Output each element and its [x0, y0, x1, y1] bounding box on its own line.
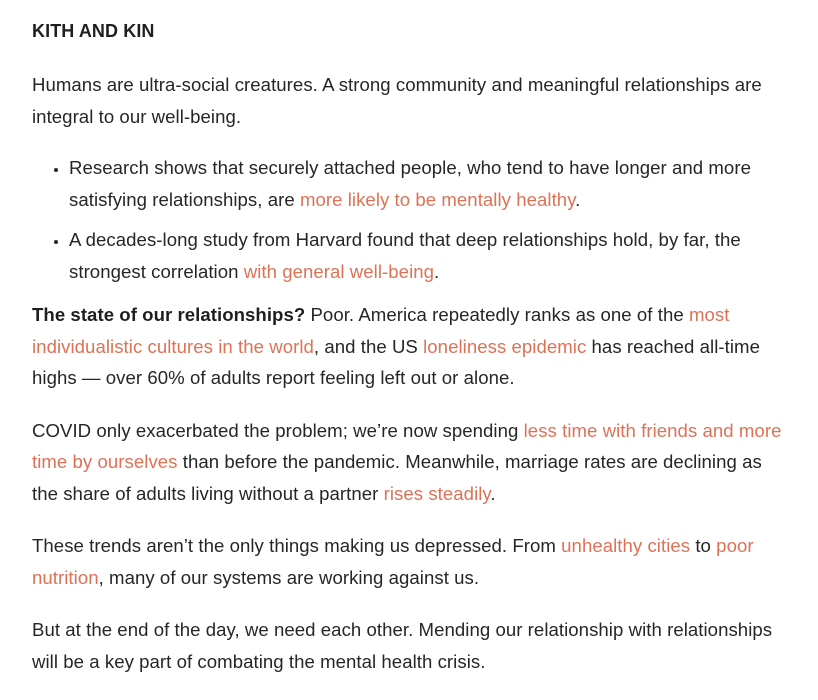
link-unhealthy-cities[interactable]: unhealthy cities	[561, 535, 691, 556]
closing-paragraph: But at the end of the day, we need each other. Mending our relationship with relationships will be a key part of combating the mental health crisis.	[32, 619, 773, 672]
list-item	[69, 224, 786, 287]
trends-text-1: These trends aren’t the only things making us depressed. From	[32, 535, 562, 556]
section-heading: KITH AND KIN	[32, 21, 155, 41]
link-rises-steadily[interactable]: rises steadily	[383, 482, 491, 504]
bullet-text: Research shows that securely attached people, who tend to have longer and more satisfying relationships, are	[69, 157, 751, 210]
link-mentally-healthy[interactable]: more likely to be mentally healthy	[299, 188, 576, 210]
covid-text-3: .	[490, 482, 496, 504]
trends-text-3: , many of our systems are working against us.	[98, 566, 480, 588]
link-loneliness-epidemic[interactable]: loneliness epidemic	[423, 335, 587, 357]
state-lead: The state of our relationships?	[32, 304, 306, 325]
covid-paragraph	[32, 415, 786, 510]
trends-paragraph	[32, 530, 786, 593]
covid-text-1: COVID only exacerbated the problem; we’re now spending	[32, 419, 524, 441]
link-poor-nutrition[interactable]: poor nutrition	[32, 535, 754, 588]
bullet-text-end: .	[434, 260, 440, 282]
state-text-2: , and the US	[313, 335, 424, 357]
list-item	[69, 152, 786, 215]
link-individualistic-cultures[interactable]: most individualistic cultures in the world	[32, 304, 730, 357]
findings-list	[32, 152, 786, 287]
intro-paragraph: Humans are ultra-social creatures. A strong community and meaningful relationships are integral to our well-being.	[32, 74, 762, 127]
link-less-time-with-friends[interactable]: less time with friends and more time by ourselves	[32, 419, 782, 472]
covid-text-2: than before the pandemic. Meanwhile, marriage rates are declining as the share of adults living without a partner	[32, 451, 762, 504]
trends-text-2: to	[690, 535, 717, 556]
state-text-3: has reached all-time highs — over 60% of adults report feeling left out or alone.	[32, 335, 760, 388]
link-general-well-being[interactable]: with general well-being	[243, 260, 435, 282]
state-paragraph	[32, 299, 786, 394]
bullet-text-end: .	[575, 188, 581, 210]
state-text-1: Poor. America repeatedly ranks as one of the	[305, 304, 689, 325]
bullet-text: A decades-long study from Harvard found that deep relationships hold, by far, the strongest correlation	[69, 229, 741, 282]
